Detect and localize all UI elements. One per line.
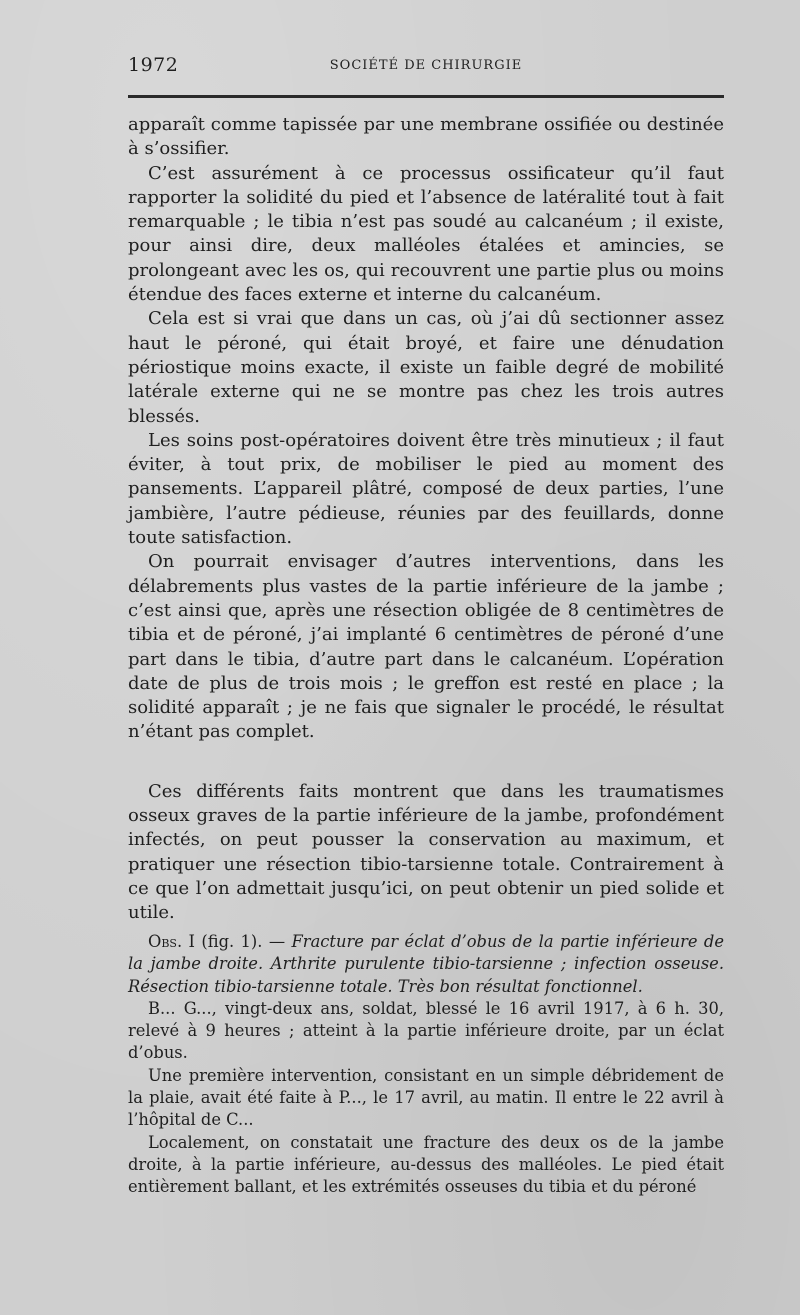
observation-section [128,931,724,1199]
header-rule [128,95,724,98]
paragraph-5: On pourrait envisager d’autres interventions, dans les délabrements plus vastes de la partie inférieure de la jambe ; c’est ainsi que, après une résection obligée de 8 centimètres de tibia et de péroné, j’ai implanté 6 centimètres de péroné d’une part dans le tibia, d’autre part dans le calcanéum. L’opération date de plus de trois mois ; le greffon est resté en place ; la solidité apparaît ; je ne fais que signaler le procédé, le résultat n’étant pas complet. [128,551,724,743]
running-head: SOCIÉTÉ DE CHIRURGIE [329,58,523,73]
main-text [128,113,724,926]
paragraph-1: apparaît comme tapissée par une membrane ossifiée ou destinée à s’ossifier. [128,114,724,160]
observation-title: Fracture par éclat d’obus de la partie inférieure de la jambe droite. Arthrite purulente tibio-tarsienne ; infection osseuse. Résection tibio-tarsienne totale. Très bon résultat fonctionnel. [128,932,724,996]
figure-reference: (fig. 1). — [201,932,286,951]
page-number: 1972 [128,54,179,76]
paragraph-2: C’est assurément à ce processus ossificateur qu’il faut rapporter la solidité du pied et l’absence de latéralité tout à fait remarquable ; le tibia n’est pas soudé au calcanéum ; il existe, pour ainsi dire, deux malléoles étalées et amincies, se prolongeant avec les os, qui recouvrent une partie plus ou moins étendue des faces externe et interne du calcanéum. [128,162,724,306]
page-header [128,54,724,80]
observation-label: Obs. I [148,932,195,951]
paragraph-3: Cela est si vrai que dans un cas, où j’ai dû sectionner assez haut le péroné, qui était broyé, et faire une dénudation périostique moins exacte, il existe un faible degré de mobilité latérale externe qui ne se montre pas chez les trois autres blessés. [128,308,724,427]
observation-heading [128,931,724,998]
observation-paragraph-1: B... G..., vingt-deux ans, soldat, blessé le 16 avril 1917, à 6 h. 30, relevé à 9 heures ; atteint à la partie inférieure droite, par un éclat d’obus. [128,998,724,1063]
paragraph-4: Les soins post-opératoires doivent être très minutieux ; il faut éviter, à tout prix, de mobiliser le pied au moment des pansements. L’appareil plâtré, composé de deux parties, l’une jambière, l’autre pédieuse, réunies par des feuillards, donne toute satisfaction. [128,429,724,549]
paragraph-6: Ces différents faits montrent que dans les traumatismes osseux graves de la partie inférieure de la jambe, profondément infectés, on peut pousser la conservation au maximum, et pratiquer une résection tibio-tarsienne totale. Contrairement à ce que l’on admettait jusqu’ici, on peut obtenir un pied solide et utile. [128,780,724,924]
observation-paragraph-2: Une première intervention, consistant en un simple débridement de la plaie, avait été faite à P..., le 17 avril, au matin. Il entre le 22 avril à l’hôpital de C... [128,1065,724,1130]
observation-paragraph-3: Localement, on constatait une fracture des deux os de la jambe droite, à la partie inférieure, au-dessus des malléoles. Le pied était entièrement ballant, et les extrémités osseuses du tibia et du péroné [128,1132,724,1197]
